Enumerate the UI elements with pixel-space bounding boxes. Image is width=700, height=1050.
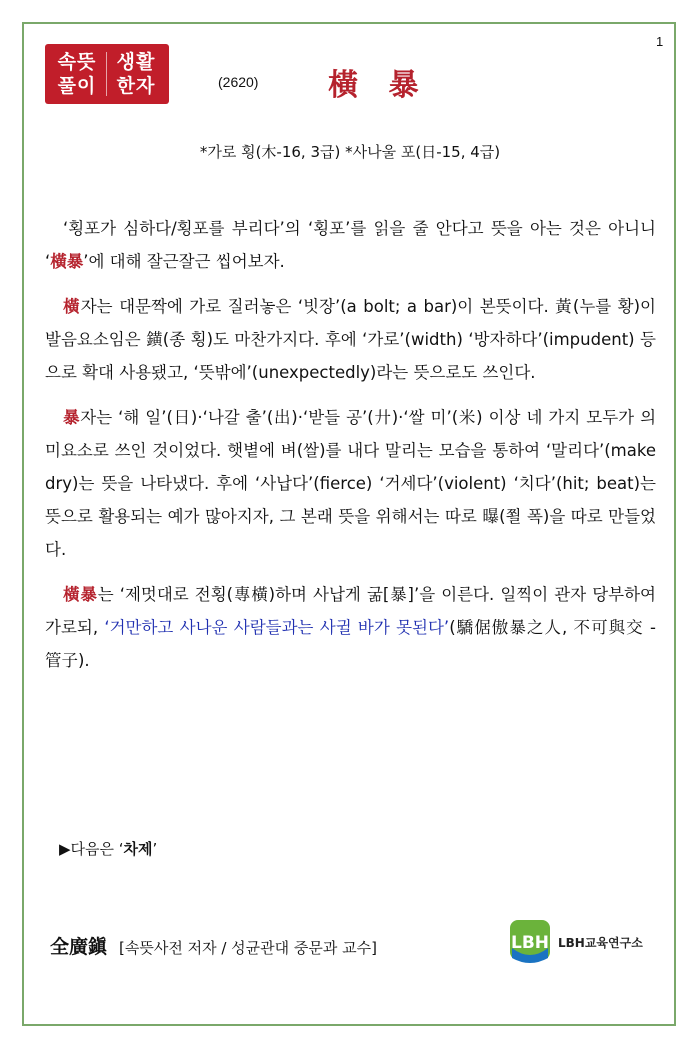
- series-logo: [45, 44, 169, 104]
- lbh-mark-text: LBH: [510, 933, 550, 953]
- logo-right-block: [108, 48, 164, 100]
- author-line: [50, 932, 377, 959]
- next-prefix: ▶다음은 ‘: [59, 840, 124, 858]
- institute-logo: [508, 918, 658, 968]
- p4-highlight: 橫暴: [63, 585, 98, 604]
- author-name: 全廣鎭: [50, 936, 108, 958]
- next-word: 차제: [123, 840, 153, 858]
- lbh-logo-icon: [508, 918, 552, 966]
- p4-text-a: 는 ‘제멋대로 전횡(專橫)하며 사납게 굶[暴]’을 이른다. 일찍이 관자 당부하여 가로되,: [45, 585, 656, 637]
- paragraph-1: [45, 212, 656, 278]
- p2-text: 자는 대문짝에 가로 질러놓은 ‘빗장’(a bolt; a bar)이 본뜻이다. 黃(누를 황)이 발음요소임은 鐄(종 횡)도 마찬가지다. 후에 ‘가로’(width) ‘방자하다’(impudent) 등으로 확대 사용됐고, ‘뜻밖에’(unexpectedly)라는 뜻으로도 쓰인다.: [45, 297, 656, 382]
- logo-left-line1: 속뜻: [57, 51, 97, 73]
- p1-text-a: ‘횡포가 심하다/횡포를 부리다’의 ‘횡포’를 읽을 줄 안다고 뜻을 아는 것은 아니니 ‘: [45, 219, 656, 271]
- p1-highlight: 橫暴: [50, 252, 84, 271]
- p1-text-b: ’에 대해 잘근잘근 씹어보자.: [83, 252, 285, 271]
- character-info: *가로 횡(木-16, 3급) *사나울 포(日-15, 4급): [199, 143, 501, 161]
- institute-name: LBH교육연구소: [558, 936, 643, 950]
- paragraph-2: [45, 290, 656, 389]
- logo-right-line1: 생활: [116, 51, 156, 73]
- p4-text-b: (驕倨傲暴之人, 不可與交 - 管子).: [45, 618, 656, 670]
- p4-quote: ‘거만하고 사나운 사람들과는 사귈 바가 못된다’: [104, 618, 450, 637]
- article-code: (2620): [218, 74, 259, 90]
- next-suffix: ’: [152, 840, 158, 858]
- logo-left-block: [49, 48, 105, 100]
- logo-right-line2: 한자: [116, 75, 156, 97]
- article-body: [45, 212, 656, 689]
- logo-divider: [106, 52, 107, 96]
- author-desc: [속뜻사전 저자 / 성균관대 중문과 교수]: [119, 939, 377, 957]
- p3-highlight: 暴: [63, 408, 81, 427]
- next-topic: [59, 838, 157, 859]
- paragraph-3: [45, 401, 656, 566]
- logo-left-line2: 풀이: [57, 75, 97, 97]
- page-number: 1: [656, 34, 664, 49]
- p3-text: 자는 ‘해 일’(日)·‘나갈 출’(出)·‘받들 공’(廾)·‘쌀 미’(米) 이상 네 가지 모두가 의미요소로 쓰인 것이었다. 햇볕에 벼(쌀)를 내다 말리는 모습을 통하여 ‘말리다’(make dry)는 뜻을 나타냈다. 후에 ‘사납다’(fierce) ‘거세다’(violent) ‘치다’(hit; beat)는 뜻으로 활용되는 예가 많아지자, 그 본래 뜻을 위해서는 따로 曝(쬘 폭)을 따로 만들었다.: [45, 408, 657, 559]
- p2-highlight: 橫: [63, 297, 81, 316]
- article-title: 橫 暴: [328, 68, 429, 103]
- paragraph-4: [45, 578, 656, 677]
